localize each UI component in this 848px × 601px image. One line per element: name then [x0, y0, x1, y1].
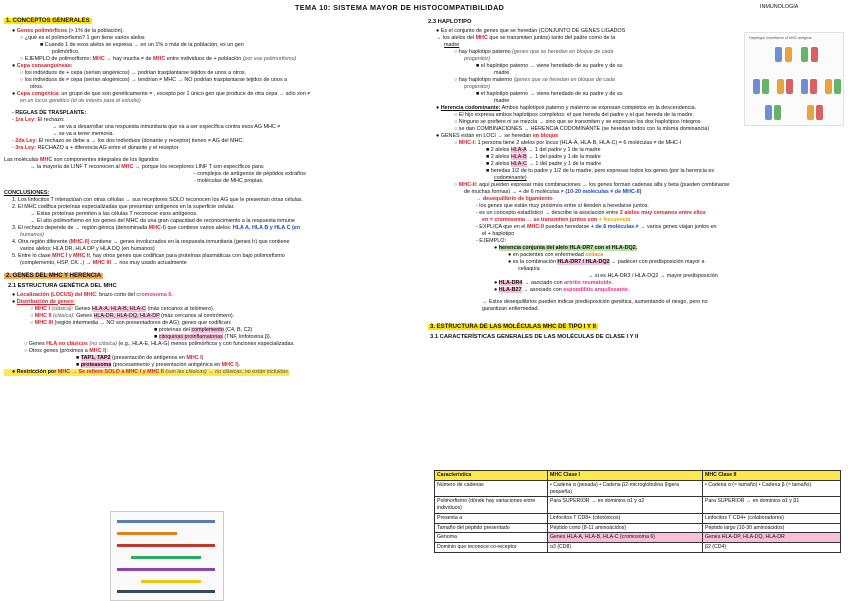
table-header: Característica: [435, 471, 548, 481]
table-row: [435, 533, 841, 543]
chromosome-pair: [774, 105, 781, 120]
text-line: - moléculas de MHC propias.: [194, 178, 264, 185]
inheritance-figure: [744, 32, 844, 126]
text-line: Las moléculas MHC son componentes integrales de los ligandos: [4, 157, 159, 164]
table-row: [435, 523, 841, 533]
text-line: ● herencia conjunta del alelo HLA-DR7 con el HLA-DQ2.: [494, 245, 638, 252]
chromosome-pair: [753, 79, 760, 94]
text-line: → Estas proteínas permiten a las células T reconocer esos antígenos.: [30, 211, 198, 218]
text-line: CONCLUSIONES:: [4, 190, 50, 197]
chromosome-bar: [117, 532, 177, 535]
table-cell: Para SUPERIOR → en dominios α1 y β1: [703, 497, 841, 514]
page-title: TEMA 10: SISTEMA MAYOR DE HISTOCOMPATIBILIDAD: [295, 3, 505, 12]
text-line: ● Restricción por MHC → Se refiere SÓLO a MHC I y MHC II (son las clásicas) → no clásicas, no están incluidas.: [4, 369, 289, 376]
text-line: ● GENES están en LOCI → se heredan en bloque: [436, 132, 559, 139]
text-line: 2. El MHC codifica proteínas especializadas que presentan antígenos en la superficie celular.: [12, 204, 235, 211]
left-column: [4, 17, 416, 379]
table-row: [435, 513, 841, 523]
table-cell: α3 (CD8): [548, 543, 703, 553]
text-line: ○ los individuos de + cepa (serían singénicos) → podrían trasplantarse tejidos de unos a otros.: [20, 69, 247, 76]
text-line: ○ MHC-II: aquí pueden expresar más combinaciones → los genes forman cadenas alfa y beta (pueden combinarse: [454, 181, 730, 188]
chromosome-pair: [801, 79, 808, 94]
table-cell: Péptido corto (8-11 aminoácidos): [548, 523, 703, 533]
chromosome-pair: [834, 79, 841, 94]
chromosome-pair: [785, 47, 792, 62]
text-line: de muchas formas) → + de 6 moléculas ≠ (10-20 moléculas ≠ de MHC-II): [464, 188, 642, 195]
text-line: otros.: [30, 83, 44, 90]
text-line: ● Distribución de genes:: [12, 298, 75, 305]
text-line: → Estos desequilibrios pueden indicar predisposición genética, aumentando el riesgo, pero no: [482, 299, 708, 306]
text-line: progenitor): [464, 83, 491, 90]
text-line: ■ Cuando 1 de esos alelos se expresa → en un 1% o más de la población, es un gen: [40, 41, 244, 48]
text-line: varios alelos: HLA DR, HLA DP y HLA DQ (en humanos): [20, 246, 155, 253]
text-line: - 2da Ley: El rechazo se debe a → los dos individuos (donante y receptor) tienen ≠ AG del MHC.: [12, 138, 244, 145]
text-line: ○ Otros genes (próximos a MHC I):: [24, 347, 108, 354]
table-cell: β2 (CD4): [703, 543, 841, 553]
text-line: 3. El rechazo depende de → región génica (denominada MHC-I) que contiene varios alelos: HLA A, HLA B y HLA C (en: [12, 225, 301, 232]
chromosome-bar: [117, 568, 215, 571]
text-line: progenitor): [464, 55, 491, 62]
text-line: humanos): [20, 232, 44, 239]
table-cell: Polimorfismo (dónde hay variaciones entre individuos): [435, 497, 548, 514]
section-heading: 3. ESTRUCTURA DE LAS MOLÉCULAS MHC DE TIPO I Y II: [430, 324, 596, 331]
text-line: → los alelos del MHC que se transmiten juntos) tanto del padre como de la: [436, 34, 616, 41]
table-cell: Dominio que reconoce co-receptor: [435, 543, 548, 553]
text-line: - complejos de antígenos de péptidos extraños: [194, 171, 306, 178]
chromosome-bar: [141, 580, 201, 583]
chromosome-pair: [816, 105, 823, 120]
page-header: [0, 3, 848, 13]
chromosome-pair: [777, 79, 784, 94]
text-line: ○ ¿qué es el polimorfismo? 1 gen tiene varios alelos: [20, 34, 145, 41]
text-line: → se va a desarrollar una respuesta inmunitaria que va a ser específica contra esos AG MHC ≠: [52, 124, 281, 130]
text-line: ● Cepa congénica: un grupo de que son genéticamente = , excepto por 1 único gen que produce de otra cepa → sólo son ≠: [12, 90, 311, 97]
text-line: ● es la combinación HLA-DR7 / HLA-DQ2 → padecer con predisposición mayor a: [508, 259, 705, 266]
text-line: ■ citoquinas proinflamatorias (TNF, linfotoxina β).: [154, 333, 272, 340]
text-line: codominante): [494, 174, 527, 181]
gene-map-figure: [110, 511, 224, 601]
table-row: [435, 543, 841, 553]
text-line: ■ el haplotipo paterno → viene heredado de su padre y de su: [476, 62, 623, 69]
text-line: polimórfico.: [52, 48, 80, 55]
table-cell: Genes HLA-DP, HLA-DQ, HLA-DR: [703, 533, 841, 543]
text-line: - REGLAS DE TRASPLANTE:: [12, 109, 87, 116]
text-line: celiaquía: [518, 266, 540, 273]
text-line: ● Es el conjunto de genes que se heredan (CONJUNTO DE GENES LIGADOS: [436, 27, 626, 34]
text-line: - EJEMPLO:: [476, 238, 506, 244]
text-line: ■ 2 alelos HLA-B → 1 del padre y 1 de la madre: [486, 153, 601, 160]
text-line: ■ heredas 1/2 de tu padre y 1/2 de tu madre, pero expresas todos los genes (por la herencia es: [486, 167, 715, 174]
text-line: ● Localización (LOCUS) del MHC: brazo corto del cromosoma 6.: [12, 291, 173, 298]
chromosome-pair: [762, 79, 769, 94]
subject-label: INMUNOLOGÍA: [760, 4, 799, 10]
table-header: MHC Clase I: [548, 471, 703, 481]
text-line: ■ TAP1, TAP2 (presentación de antígenos en MHC I): [76, 354, 204, 361]
text-line: → desequilibrio de ligamiento: [476, 195, 553, 202]
table-cell: Tamaño del péptido presentado: [435, 523, 548, 533]
text-line: ● Genes polimórficos (> 1% de la población).: [12, 27, 124, 34]
chromosome-pair: [807, 105, 814, 120]
text-line: → El alto polimorfismo en los genes del MHC da una gran capacidad de reconocimiento a la respuesta inmune: [30, 218, 295, 225]
mhc-class-table: [434, 470, 841, 553]
figure-caption: Haplotype Inheritance of MHC antigens: [749, 36, 812, 40]
text-line: en = cromosoma → se transmiten juntos con + frecuencia: [482, 216, 631, 223]
text-line: garantizan enfermedad.: [482, 306, 539, 313]
text-line: ○ los individuos de ≠ cepa (serían alogénicos) → tendrían ≠ MHC → NO podrían trasplantarse tejidos de unos a: [20, 76, 288, 83]
text-line: ■ proteínas del complemento (C4, B, C2): [154, 326, 253, 333]
table-header-row: [435, 471, 841, 481]
chromosome-bar: [117, 590, 215, 593]
table-cell: Genoma: [435, 533, 548, 543]
text-line: - es un concepto estadístico → describe la asociación entre 2 alelos muy cercanos entre ellos: [476, 209, 706, 216]
text-line: 5. Entre lo clase MHC I y MHC II, hay otros genes que codifican para proteínas plasmáticas con bajo polimorfismo: [12, 253, 285, 260]
table-cell: Presenta a: [435, 513, 548, 523]
table-row: [435, 480, 841, 497]
table-cell: Genes HLA-A, HLA-B, HLA-C (cromosoma 6): [548, 533, 703, 543]
chromosome-pair: [825, 79, 832, 94]
text-line: ○ hay haplotipo materno (genes que se heredan en bloque de cada: [454, 76, 615, 83]
chromosome-pair: [801, 47, 808, 62]
table-cell: Linfocitos T CD4+ (colaboradores): [703, 513, 841, 523]
table-header: MHC Clase II: [703, 471, 841, 481]
text-line: ● en pacientes con enfermedad celíaca: [508, 252, 604, 259]
subsection-heading: 3.1 CARACTERÍSTICAS GENERALES DE LAS MOLÉCULAS DE CLASE I Y II: [430, 333, 639, 340]
text-line: ● HLA-DR4 → asociado con artritis reumatoide.: [494, 280, 613, 287]
text-line: - EXPLICA que en el MHC-II puedan heredarse + de 6 moléculas ≠ → varios genes viajan juntos en: [476, 223, 717, 230]
subsection-heading: 2.1 ESTRUCTURA GENÉTICA DEL MHC: [8, 283, 117, 290]
text-line: el + haplotipo: [482, 230, 515, 237]
chromosome-pair: [765, 105, 772, 120]
table-cell: Linfocitos T CD8+ (citotóxicos): [548, 513, 703, 523]
text-line: ■ proteasoma (procesamiento y presentación antigénica en MHC I).: [76, 361, 241, 368]
chromosome-pair: [811, 47, 818, 62]
text-line: en un locus genético (el de interés para el estudio): [20, 97, 141, 104]
text-line: ○ Genes HLA no clásicos (no clásica) (e.g., HLA-E, HLA-G) menos polimórficos y con funciones especializadas.: [24, 340, 295, 347]
text-line: - los genes que están muy próximos entre sí tienden a heredarse juntos.: [476, 202, 649, 209]
chromosome-bar: [117, 544, 215, 547]
text-line: 4. Otra región diferente (MHC-II) contiene → genes involucrados en la respuesta inmunitaria (genes Ir) que contiene: [12, 239, 290, 246]
text-line: → se va a tener memoria.: [52, 131, 115, 138]
table-cell: Péptido largo (10-30 aminoácidos): [703, 523, 841, 533]
text-line: - 3ra Ley: RECHAZO a + diferencia AG entre el donante y el receptor: [12, 145, 179, 152]
chromosome-pair: [786, 79, 793, 94]
text-line: ● HLA-B27 → asociado con espondilitis anquilosante.: [494, 287, 630, 294]
text-line: madre: [494, 97, 510, 104]
table-cell: • Cadena α (pesada) • Cadena β2-microglobulina (ligera pequeña): [548, 480, 703, 497]
text-line: (complemento, HSP, CK...) → MHC III → nos muy usado actualmente: [20, 260, 187, 267]
text-line: ○ hay haplotipo paterno (genes que se heredan en bloque de cada: [454, 48, 614, 55]
text-line: ○ El hijo expresa ambos haplotipos completos: el que hereda del padre y el que hereda de la madre.: [454, 111, 695, 118]
chromosome-bar: [117, 520, 215, 523]
text-line: ○ MHC-I: 1 persona tiene 2 alelos por locus (HLA-A, HLA-B, HLA-C) = 6 moléculas ≠ de MHC-I: [454, 139, 682, 146]
chromosome-bar: [131, 556, 201, 559]
text-line: ○ EJEMPLO de polimorfismo: MHC → hay mucha ≠ de MHC entre individuos de + población (por ese polimorfismo): [20, 55, 297, 62]
text-line: ○ se dan COMBINACIONES → HERENCIA CODOMINANTE (se heredan todos con la misma dominancia): [454, 125, 710, 132]
text-line: → la mayoría de LINF T reconocen al MHC → porque los receptores LINF T son específicos para:: [30, 164, 265, 171]
chromosome-pair: [775, 47, 782, 62]
table-cell: Para SUPERIOR → en dominios α1 y α2: [548, 497, 703, 514]
text-line: ● Herencia codominante: Ambos haplotipos paterno y materno se expresan completos en la descendencia.: [436, 104, 697, 111]
table-cell: • Cadena α (≈ tamaño) • Cadena β (≈ tamaño): [703, 480, 841, 497]
text-line: - 1ra Ley: El rechazo:: [12, 116, 65, 123]
text-line: ○ MHC I (clásica): Genes HLA-A, HLA-B, HLA-C (más cercanos al telómero).: [30, 305, 215, 312]
table-cell: Número de cadenas: [435, 480, 548, 497]
text-line: ■ 2 alelos HLA-A → 1 del padre y 1 de la madre: [486, 146, 601, 153]
text-line: madre: [494, 69, 510, 76]
text-line: ■ el haplotipo paterno → viene heredado de su padre y de su: [476, 90, 623, 97]
text-line: ○ MHC III (región intermedia → NO son presentadores de AG): genes que codifican:: [30, 319, 232, 326]
text-line: ● Cepa consanguíneas:: [12, 62, 73, 69]
text-line: → si es HLA-DR3 / HLA-DQ2 → mayor predisposición: [588, 273, 718, 280]
subsection-heading: 2.3 HAPLOTIPO: [428, 19, 472, 25]
text-line: madre: [444, 41, 460, 48]
text-line: ○ Ninguno se prefiere ni se mezcla → sino que se transmiten y se expresan los dos haplotipos íntegros: [454, 118, 701, 125]
section-heading: 1. CONCEPTOS GENERALES: [6, 18, 90, 24]
section-heading: 2. GENES DEL MHC Y HERENCIA: [6, 273, 102, 280]
text-line: 1. Los linfocitos T interactúan con otras células → sus receptores SÓLO reconocen los AG que le presentan otras células.: [12, 197, 304, 204]
chromosome-pair: [810, 79, 817, 94]
text-line: ○ MHC II (clásica): Genes HLA-DR, HLA-DQ, HLA-DP (más cercanos al centrómero).: [30, 312, 235, 319]
text-line: ■ 2 alelos HLA-C → 1 del padre y 1 de la madre: [486, 160, 602, 167]
table-row: [435, 497, 841, 514]
